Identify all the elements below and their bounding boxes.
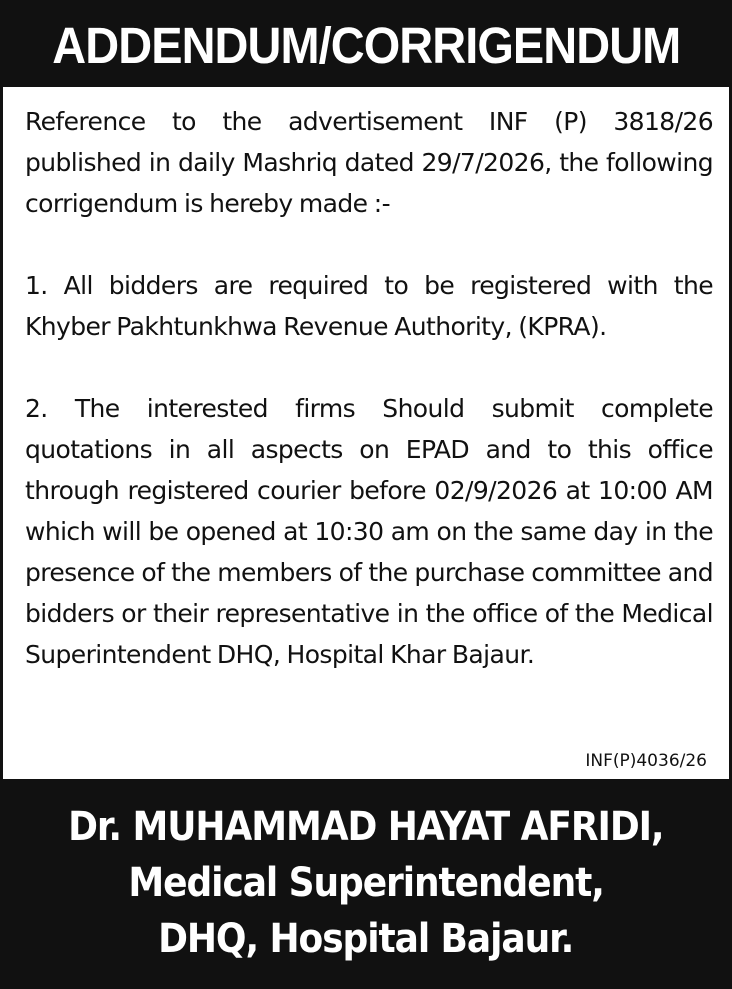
signatory-name: Dr. MUHAMMAD HAYAT AFRIDI, — [68, 803, 664, 850]
signature-banner — [3, 779, 729, 986]
notice-body — [25, 101, 713, 675]
corrigendum-item-2: 2. The interested firms Should submit complete quotations in all aspects on EPAD and to this office through registered courier before 02/9/2026 at 10:00 AM which will be opened at 10:30 am on the same day in the presence of the members of the purchase committee and bidders or their representative in the office of the Medical Superintendent DHQ, Hospital Khar Bajaur. — [25, 394, 713, 669]
corrigendum-item-1: 1. All bidders are required to be registered with the Khyber Pakhtunkhwa Revenue Authority, (KPRA). — [25, 271, 713, 341]
signatory-office: DHQ, Hospital Bajaur. — [158, 915, 574, 962]
header-banner — [3, 3, 729, 87]
signatory-designation: Medical Superintendent, — [128, 859, 604, 906]
page-title: ADDENDUM/CORRIGENDUM — [51, 16, 681, 74]
intro-paragraph: Reference to the advertisement INF (P) 3818/26 published in daily Mashriq dated 29/7/2026, the following corrigendum is hereby made :- — [25, 107, 713, 218]
reference-code: INF(P)4036/26 — [585, 751, 707, 771]
